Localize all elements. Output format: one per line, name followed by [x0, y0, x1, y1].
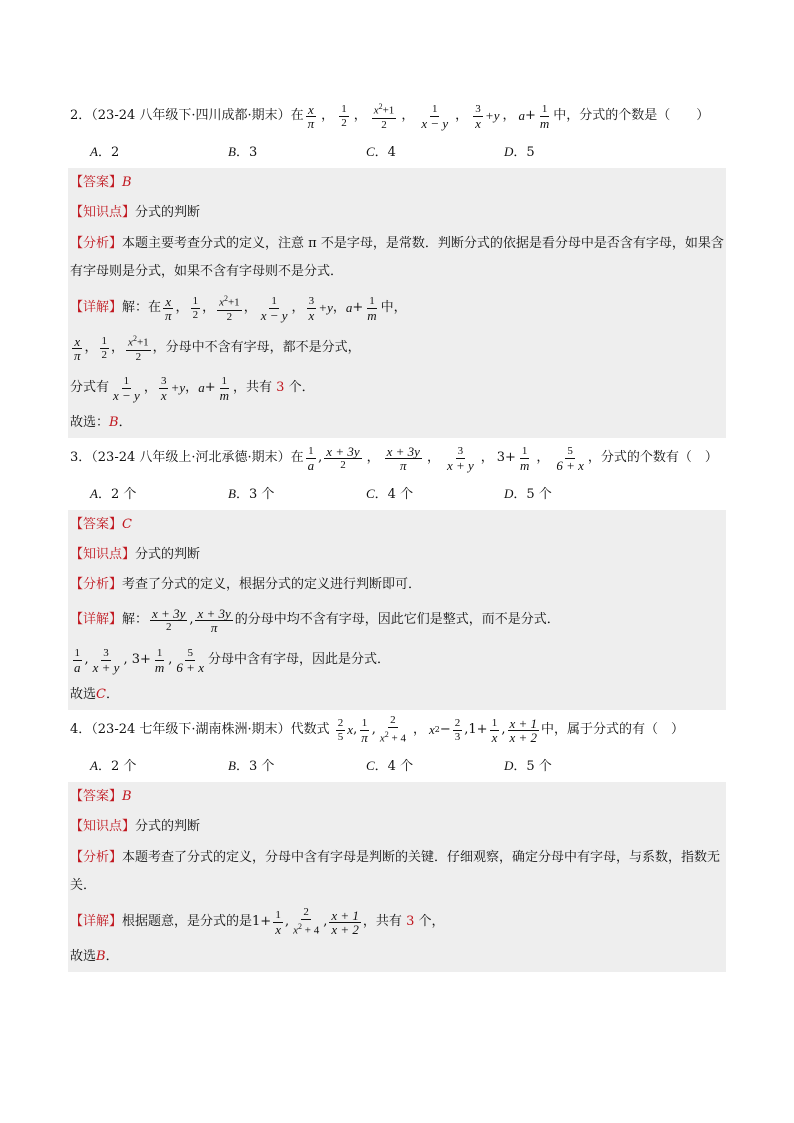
options — [70, 750, 724, 782]
analysis-row: 【分析】 考查了分式的定义，根据分式的定义进行判断即可． — [70, 577, 422, 592]
option-c[interactable]: C．4 — [366, 143, 396, 160]
question-2 — [70, 96, 724, 438]
detail-row-2: $\frac{x}{\pi}$ ， $\frac{1}{2}$ ， $\frac{x^2+1}{2}$ ，分母中不含有字母，都不是分式， — [74, 333, 361, 363]
detail-row-2: $\frac{1}{a}$ , $\frac{3}{x + y}$ , 3+ $\frac{1}{m}$ , $\frac{5}{6 + x}$ 分母中含有字母，因此是分式． — [74, 646, 390, 675]
option-b[interactable]: B．3 — [228, 143, 258, 160]
answer-row: 【答案】 B — [70, 789, 132, 804]
answer-row: 【答案】 B — [70, 175, 132, 190]
option-a[interactable]: A．2 — [90, 143, 120, 160]
document-page — [70, 96, 724, 972]
options — [70, 478, 724, 510]
answer-block — [68, 782, 726, 972]
option-a[interactable]: A．2 个 — [90, 757, 137, 774]
options — [70, 136, 724, 168]
answer-row: 【答案】 C — [70, 517, 132, 532]
option-d[interactable]: D．5 个 — [504, 485, 552, 502]
option-d[interactable]: D．5 个 — [504, 757, 552, 774]
option-c[interactable]: C．4 个 — [366, 485, 414, 502]
question-3 — [70, 438, 724, 710]
conclusion-row: 故选 C ． — [70, 687, 119, 702]
knowledge-row: 【知识点】 分式的判断 — [70, 547, 201, 562]
option-d[interactable]: D．5 — [504, 143, 535, 160]
option-b[interactable]: B．3 个 — [228, 757, 275, 774]
knowledge-row: 【知识点】 分式的判断 — [70, 205, 201, 220]
detail-row-1: 【详解】 根据题意，是分式的是 1+ $\frac{1}{x}$ , $\frac{2}{x^2 + 4}$ , $\frac{x + 1}{x + 2}$ ，共有 3 个， — [70, 906, 445, 937]
question-stem: 2．（23-24 八年级下·四川成都·期末）在 $\frac{x}{\pi}$ ， $\frac{1}{2}$ ， $\frac{x^2+1}{2}$ ， $\frac{1}{x - y}$ ， $\frac{3}{x}$ +y ， a + $\frac{1}{m}$ 中，分式的个数是（ ） — [70, 101, 710, 131]
question-stem: 3．（23-24 八年级上·河北承德·期末）在 $\frac{1}{a}$ , $\frac{x + 3y}{2}$ ， $\frac{x + 3y}{\pi}$ ， $\frac{3}{x + y}$ ， 3+ $\frac{1}{m}$ ， $\frac{5}{6 + x}$ ，分式的个数有（ ） — [70, 443, 718, 473]
detail-row-3: 分式有 $\frac{1}{x - y}$ ， $\frac{3}{x}$ +y ， a + $\frac{1}{m}$ ，共有 3 个． — [70, 374, 315, 403]
conclusion-row: 故选 B ． — [70, 949, 119, 964]
question-4 — [70, 710, 724, 972]
option-a[interactable]: A．2 个 — [90, 485, 137, 502]
option-b[interactable]: B．3 个 — [228, 485, 275, 502]
question-stem: 4．（23-24 七年级下·湖南株洲·期末）代数式 $\frac{2}{5}$ x , $\frac{1}{\pi}$ , $\frac{2}{x^2 + 4}$ ， x 2 − $\frac{2}{3}$ ,1+ $\frac{1}{x}$ , $\frac{x + 1}{x + 2}$ 中，属于分式的有（ ） — [70, 714, 685, 745]
option-c[interactable]: C．4 个 — [366, 757, 414, 774]
answer-block — [68, 168, 726, 438]
answer-block — [68, 510, 726, 710]
knowledge-row: 【知识点】 分式的判断 — [70, 819, 201, 834]
detail-row-1: 【详解】 解： $\frac{x + 3y}{2}$ , $\frac{x + 3y}{\pi}$ 的分母中均不含有字母，因此它们是整式，而不是分式． — [70, 605, 560, 635]
conclusion-row: 故选： B ． — [70, 415, 132, 430]
analysis-row: 【分析】本题考查了分式的定义，分母中含有字母是判断的关键．仔细观察，确定分母中有字母，与系数，指数无关． — [70, 850, 721, 893]
detail-row-1: 【详解】 解：在 $\frac{x}{\pi}$ ， $\frac{1}{2}$ ， $\frac{x^2+1}{2}$ ， $\frac{1}{x - y}$ ， $\frac{3}{x}$ +y ， a + $\frac{1}{m}$ 中， — [70, 293, 407, 323]
analysis-row: 【分析】本题主要考查分式的定义，注意 π 不是字母，是常数．判断分式的依据是看分母中是否含有字母，如果含有字母则是分式，如果不含有字母则不是分式． — [70, 236, 724, 279]
